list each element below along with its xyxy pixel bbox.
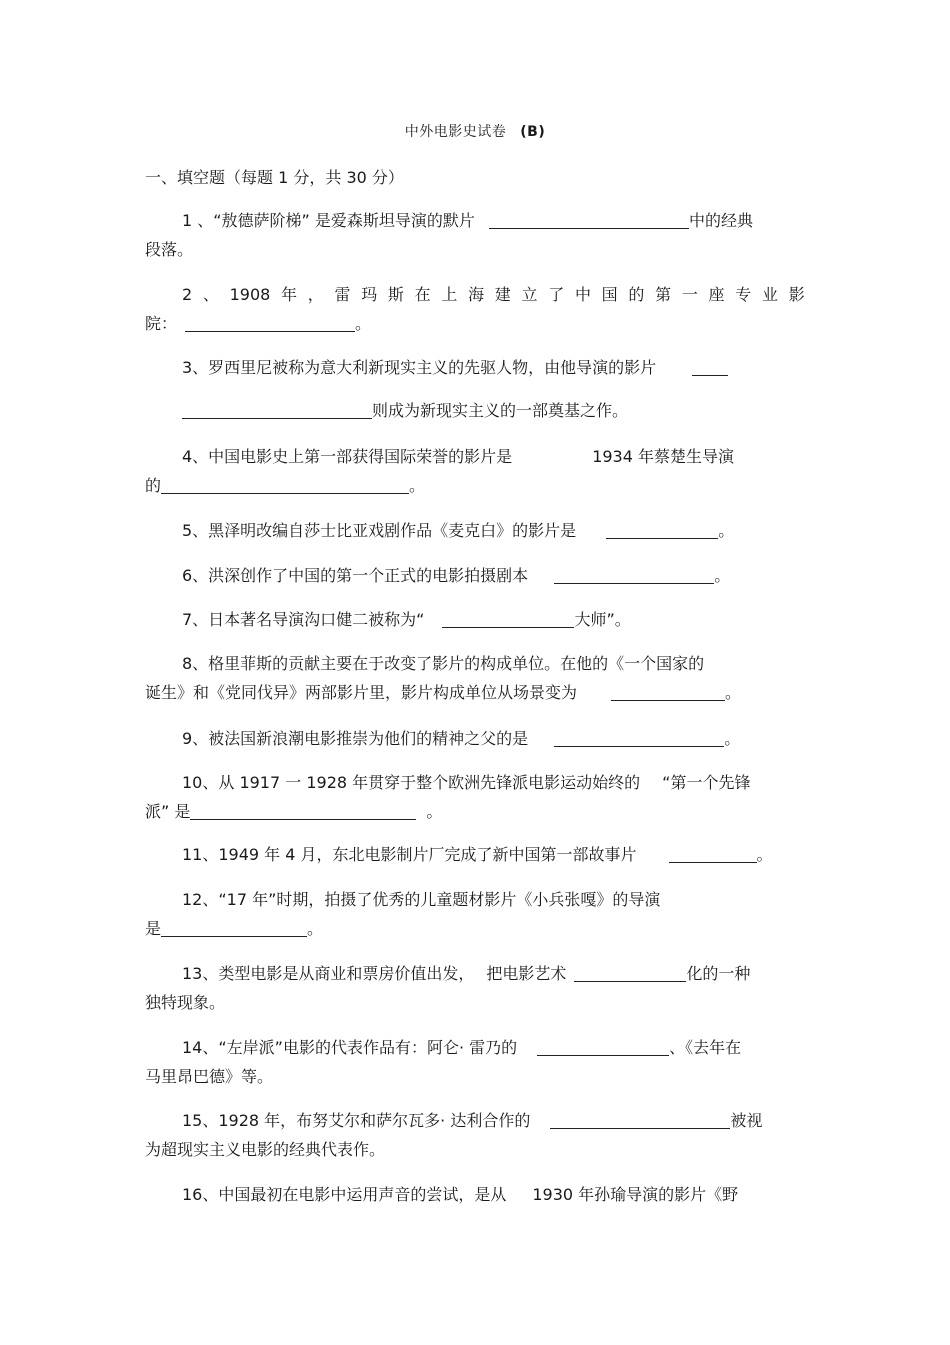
q16-text: 16、中国最初在电影中运用声音的尝试，是从 (182, 1185, 507, 1204)
q3-text: 3、罗西里尼被称为意大利新现实主义的先驱人物，由他导演的影片 (182, 358, 657, 377)
q5-text: 5、黑泽明改编自莎士比亚戏剧作品《麦克白》的影片是 (182, 521, 577, 540)
q2-token: 海 (468, 285, 485, 304)
q2-token: 专 (735, 285, 752, 304)
q3-blank-start[interactable] (692, 357, 728, 376)
question-8 (145, 649, 805, 707)
q2-text (182, 280, 805, 309)
q9-text: 9、被法国新浪潮电影推崇为他们的精神之父的是 (182, 729, 529, 748)
q7-text-end: 大师”。 (574, 610, 631, 629)
q2-token: 年 (281, 285, 298, 304)
q9-text-end: 。 (724, 729, 741, 748)
q7-text: 7、日本著名导演沟口健二被称为“ (182, 610, 425, 629)
question-3 (145, 353, 805, 425)
q4-text-2: 1934 年蔡楚生导演 (592, 447, 734, 466)
q2-token: 业 (761, 285, 778, 304)
q2-token: 一 (681, 285, 698, 304)
q8-blank[interactable] (611, 682, 725, 701)
q11-text-end: 。 (756, 845, 773, 864)
q2-token: 第 (655, 285, 672, 304)
q2-token: 玛 (361, 285, 378, 304)
q8-text-end: 。 (725, 683, 742, 702)
q10-text-2: “第一个先锋 (662, 773, 751, 792)
q7-blank[interactable] (442, 609, 574, 628)
q15-text: 15、1928 年，布努艾尔和萨尔瓦多· 达利合作的 (182, 1111, 531, 1130)
q2-token: 1908 (229, 285, 271, 304)
q1-blank[interactable] (489, 210, 689, 229)
question-13 (145, 959, 805, 1017)
q14-text: 14、“左岸派”电影的代表作品有：阿仑· 雷乃的 (182, 1038, 518, 1057)
q15-text-cont: 为超现实主义电影的经典代表作。 (145, 1140, 386, 1159)
q2-token: 在 (414, 285, 431, 304)
question-15 (145, 1106, 805, 1164)
question-2 (145, 280, 805, 338)
q1-text-cont: 段落。 (145, 240, 194, 259)
q3-blank[interactable] (182, 400, 372, 419)
q14-text-cont: 马里昂巴德》等。 (145, 1067, 274, 1086)
q14-blank[interactable] (537, 1037, 669, 1056)
q16-text-2: 1930 年孙瑜导演的影片《野 (532, 1185, 739, 1204)
q2-token: ， (307, 285, 324, 304)
q13-text-cont: 独特现象。 (145, 993, 226, 1012)
q10-text-cont: 派” 是 (145, 802, 191, 821)
q15-text-2: 被视 (730, 1111, 763, 1130)
q2-token: 2 (182, 285, 193, 304)
exam-title-main: 中外电影史试卷 (404, 124, 507, 140)
q2-token: 上 (441, 285, 458, 304)
q10-blank[interactable] (190, 801, 416, 820)
question-14 (145, 1033, 805, 1091)
q12-blank[interactable] (161, 918, 307, 937)
question-5 (145, 516, 805, 545)
q2-token: 斯 (387, 285, 404, 304)
question-4 (145, 442, 805, 500)
q13-text: 13、类型电影是从商业和票房价值出发， (182, 964, 475, 983)
q12-text: 12、“17 年”时期，拍摄了优秀的儿童题材影片《小兵张嘎》的导演 (182, 890, 661, 909)
q6-text: 6、洪深创作了中国的第一个正式的电影拍摄剧本 (182, 566, 529, 585)
exam-title (0, 121, 950, 141)
q6-text-end: 。 (714, 566, 731, 585)
q5-text-end: 。 (718, 521, 735, 540)
q2-text-cont: 院： (145, 314, 178, 333)
q4-text-end: 。 (409, 476, 426, 495)
q2-token: 、 (202, 285, 219, 304)
question-11 (145, 840, 805, 869)
q9-blank[interactable] (554, 728, 724, 747)
q1-text: 1 、“敖德萨阶梯” 是爱森斯坦导演的默片 (182, 211, 475, 230)
q1-text-end: 中的经典 (688, 211, 753, 230)
q11-blank[interactable] (669, 844, 757, 863)
q6-blank[interactable] (554, 565, 714, 584)
section-heading: 一、填空题（每题 1 分，共 30 分） (145, 168, 404, 187)
q2-token: 国 (601, 285, 618, 304)
q14-text-2: 、《去年在 (669, 1038, 742, 1057)
q2-token: 了 (548, 285, 565, 304)
question-16 (145, 1180, 805, 1209)
question-10 (145, 768, 805, 826)
q8-text: 8、格里菲斯的贡献主要在于改变了影片的构成单位。在他的《一个国家的 (182, 654, 705, 673)
q2-token: 座 (708, 285, 725, 304)
question-6 (145, 561, 805, 590)
q13-blank[interactable] (574, 963, 686, 982)
q10-text-end: 。 (426, 802, 443, 821)
q2-text-end: 。 (355, 314, 372, 333)
q4-blank[interactable] (161, 475, 409, 494)
q15-blank[interactable] (550, 1110, 730, 1129)
q4-text: 4、中国电影史上第一部获得国际荣誉的影片是 (182, 447, 513, 466)
question-7 (145, 605, 805, 634)
q12-text-cont: 是 (145, 919, 162, 938)
question-1 (145, 206, 805, 264)
question-9 (145, 724, 805, 753)
q13-text-2: 把电影艺术 (486, 964, 567, 983)
q12-text-end: 。 (307, 919, 324, 938)
q4-text-cont: 的 (145, 476, 162, 495)
q2-token: 的 (628, 285, 645, 304)
q2-blank[interactable] (185, 313, 355, 332)
q3-text-cont: 则成为新现实主义的一部奠基之作。 (372, 401, 629, 420)
q13-text-3: 化的一种 (686, 964, 751, 983)
q2-token: 中 (574, 285, 591, 304)
question-12 (145, 885, 805, 943)
q10-text: 10、从 1917 一 1928 年贯穿于整个欧洲先锋派电影运动始终的 (182, 773, 641, 792)
q5-blank[interactable] (606, 520, 718, 539)
q2-token: 立 (521, 285, 538, 304)
exam-title-suffix: (B) (520, 124, 546, 140)
q11-text: 11、1949 年 4 月，东北电影制片厂完成了新中国第一部故事片 (182, 845, 637, 864)
q2-token: 影 (788, 285, 805, 304)
q2-token: 雷 (334, 285, 351, 304)
q8-text-cont: 诞生》和《党同伐异》两部影片里，影片构成单位从场景变为 (145, 683, 578, 702)
q2-token: 建 (494, 285, 511, 304)
